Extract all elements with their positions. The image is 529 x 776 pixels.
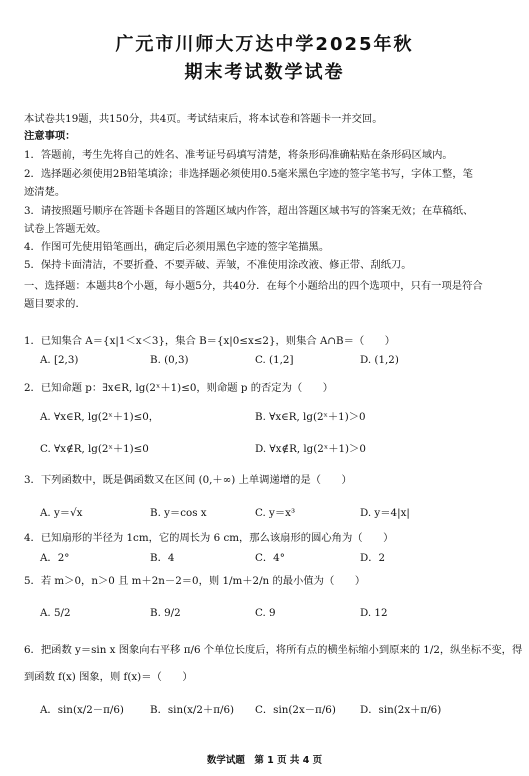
question-1-option-d: D. (1,2) (360, 354, 399, 366)
question-2-option-d: D. ∀x∉R, lg(2ˣ＋1)＞0 (255, 443, 366, 455)
question-6-stem: 6．把函数 y＝sin x 图象向右平移 π/6 个单位长度后，将所有点的横坐标缩小到原来的 1/2，纵坐标不变，得 (24, 644, 523, 656)
question-6-option-d: D．sin(2x＋π/6) (360, 704, 442, 716)
question-5-stem: 5．若 m＞0，n＞0 且 m＋2n－2＝0，则 1/m＋2/n 的最小值为（ ） (24, 575, 366, 587)
page-title: 广元市川师大万达中学2025年秋 (115, 34, 414, 55)
question-3-option-a: A. y＝√x (40, 507, 83, 519)
notice-item-3: 3．请按照题号顺序在答题卡各题目的答题区域内作答，超出答题区域书写的答案无效；在草稿纸、 (24, 205, 474, 217)
question-6-option-c: C．sin(2x－π/6) (255, 704, 336, 716)
notice-item-5: 5．保持卡面清洁，不要折叠、不要弄破、弄皱，不准使用涂改液、修正带、刮纸刀。 (24, 259, 412, 271)
question-4-option-a: A．2° (40, 552, 70, 564)
question-5-option-b: B. 9/2 (150, 607, 181, 619)
question-2-option-b: B. ∀x∈R, lg(2ˣ＋1)＞0 (255, 411, 366, 423)
section-heading: 一、选择题：本题共8个小题，每小题5分，共40分．在每个小题给出的四个选项中，只有一项是符合 (24, 280, 483, 292)
page-subtitle: 期末考试数学试卷 (184, 62, 345, 83)
intro-text: 本试卷共19题，共150分，共4页。考试结束后，将本试卷和答题卡一并交回。 (24, 113, 383, 125)
question-3-option-d: D. y＝4|x| (360, 507, 410, 519)
question-5-option-c: C. 9 (255, 607, 276, 619)
question-5-option-a: A. 5/2 (40, 607, 71, 619)
question-1-option-c: C. (1,2] (255, 354, 294, 366)
question-3-option-c: C. y＝x³ (255, 507, 296, 519)
question-6-stem-cont: 到函数 f(x) 图象，则 f(x)＝（ ） (24, 671, 193, 683)
question-3-stem: 3．下列函数中，既是偶函数又在区间 (0,＋∞) 上单调递增的是（ ） (24, 474, 352, 486)
notice-item-1: 1．答题前，考生先将自己的姓名、准考证号码填写清楚，将条形码准确粘贴在条形码区域内。 (24, 149, 453, 161)
question-2-option-a: A. ∀x∈R, lg(2ˣ＋1)≤0， (40, 411, 160, 423)
notice-item-3-cont: 试卷上答题无效。 (24, 223, 107, 235)
notice-item-2: 2．选择题必须使用2B铅笔填涂；非选择题必须使用0.5毫米黑色字迹的签字笔书写，字体工整，笔 (24, 168, 473, 180)
page-footer: 数学试题 第 1 页 共 4 页 (206, 755, 323, 766)
question-4-option-b: B．4 (150, 552, 175, 564)
question-2-stem: 2．已知命题 p：∃x∈R, lg(2ˣ＋1)≤0，则命题 p 的否定为（ ） (24, 382, 334, 394)
section-heading-cont: 题目要求的． (24, 298, 86, 310)
question-5-option-d: D. 12 (360, 607, 388, 619)
question-1-stem: 1．已知集合 A＝{x|1＜x＜3}，集合 B＝{x|0≤x≤2}，则集合 A∩B＝（ ） (24, 335, 396, 347)
notice-heading: 注意事项： (24, 130, 76, 142)
question-1-option-a: A. [2,3) (40, 354, 79, 366)
question-4-stem: 4．已知扇形的半径为 1cm，它的周长为 6 cm，那么该扇形的圆心角为（ ） (24, 532, 394, 544)
question-6-option-a: A．sin(x/2－π/6) (40, 704, 124, 716)
question-4-option-c: C．4° (255, 552, 285, 564)
notice-item-2-cont: 迹清楚。 (24, 186, 66, 198)
question-3-option-b: B. y＝cos x (150, 507, 207, 519)
question-1-option-b: B. (0,3) (150, 354, 189, 366)
notice-item-4: 4．作图可先使用铅笔画出，确定后必须用黑色字迹的签字笔描黑。 (24, 241, 330, 253)
question-6-option-b: B．sin(x/2＋π/6) (150, 704, 235, 716)
question-2-option-c: C. ∀x∉R, lg(2ˣ＋1)≤0 (40, 443, 149, 455)
question-4-option-d: D．2 (360, 552, 386, 564)
